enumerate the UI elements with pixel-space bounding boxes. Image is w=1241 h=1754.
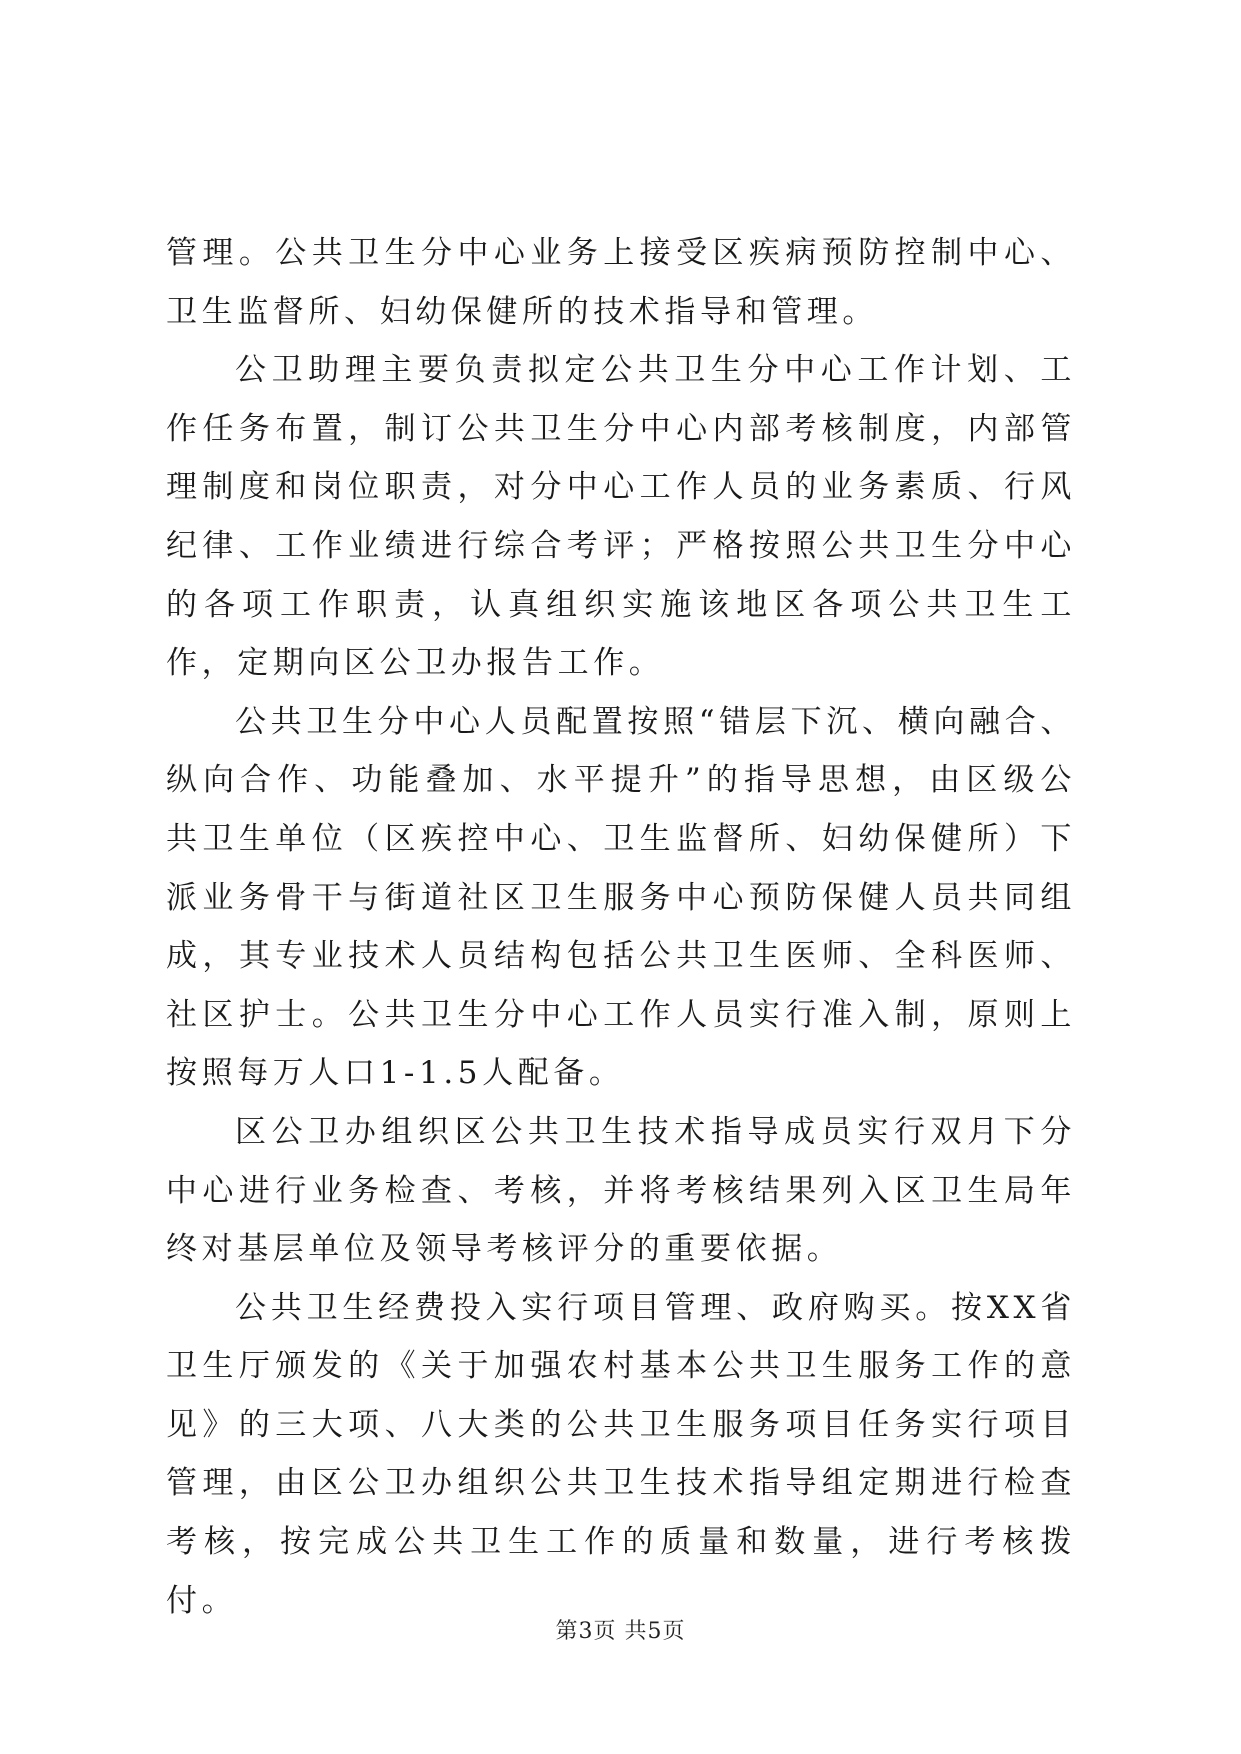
- paragraph-funding: 公共卫生经费投入实行项目管理、政府购买。按XX省卫生厅颁发的《关于加强农村基本公共卫生服务工作的意见》的三大项、八大类的公共卫生服务项目任务实行项目管理，由区公卫办组织公共卫生技术指导组定期进行检查考核，按完成公共卫生工作的质量和数量，进行考核拨付。: [166, 1289, 1076, 1619]
- paragraph-staffing: 公共卫生分中心人员配置按照“错层下沉、横向融合、纵向合作、功能叠加、水平提升”的指导思想，由区级公共卫生单位（区疾控中心、卫生监督所、妇幼保健所）下派业务骨干与街道社区卫生服务中心预防保健人员共同组成，其专业技术人员结构包括公共卫生医师、全科医师、社区护士。公共卫生分中心工作人员实行准入制，原则上按照每万人口1-1.5人配备。: [166, 703, 1076, 1092]
- paragraph-gongwei-assistant: 公卫助理主要负责拟定公共卫生分中心工作计划、工作任务布置，制订公共卫生分中心内部考核制度，内部管理制度和岗位职责，对分中心工作人员的业务素质、行风纪律、工作业绩进行综合考评；严格按照公共卫生分中心的各项工作职责，认真组织实施该地区各项公共卫生工作，定期向区公卫办报告工作。: [166, 352, 1076, 682]
- paragraph-inspection: 区公卫办组织区公共卫生技术指导成员实行双月下分中心进行业务检查、考核，并将考核结果列入区卫生局年终对基层单位及领导考核评分的重要依据。: [166, 1113, 1076, 1268]
- document-body: [166, 224, 1076, 1630]
- paragraph-continued: 管理。公共卫生分中心业务上接受区疾病预防控制中心、卫生监督所、妇幼保健所的技术指导和管理。: [166, 235, 1076, 330]
- page-number-footer: 第3页 共5页: [555, 1619, 686, 1644]
